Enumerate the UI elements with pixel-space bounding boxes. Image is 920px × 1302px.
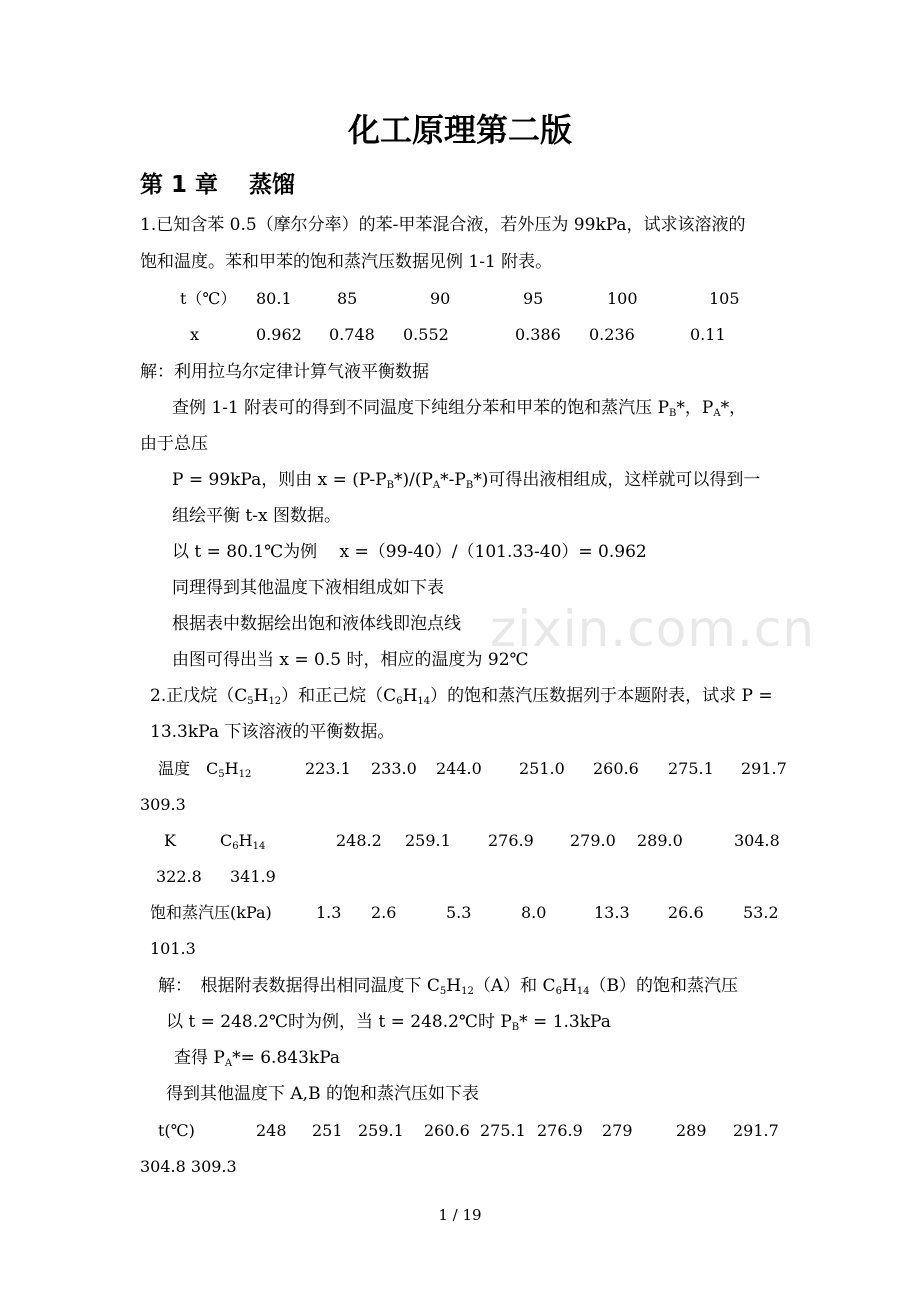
page-number: 1 / 19 [438,1206,482,1224]
table-cell: 233.0 [371,759,417,778]
table-cell: 304.8 [734,831,780,850]
problem1-solution-line3: P = 99kPa，则由 $x = (P-P_B*)/(P_A*-P_B*)$可得出液相组成，这样就可以得到一 [172,470,761,491]
table-cell: 260.6 [424,1121,470,1140]
table-cell: 26.6 [668,903,704,922]
table-cell: 260.6 [593,759,639,778]
table-cell: 251 [312,1121,343,1140]
table-cell: 259.1 [405,831,451,850]
table-label-t: t（℃） [180,289,237,308]
document-title: 化工原理第二版 [347,111,572,149]
table-cell: 0.962 [256,325,302,344]
problem1-solution-line8: 由图可得出当 x = 0.5 时，相应的温度为 92℃ [172,650,529,670]
table-cell: 248.2 [336,831,382,850]
watermark: zixin.com.cn [490,600,816,658]
table-cell: 291.7 [733,1121,779,1140]
table-cell: 275.1 [668,759,714,778]
table-cell: 309.3 [140,795,186,814]
table-cell: 8.0 [521,903,547,922]
table-cell: 275.1 [480,1121,526,1140]
table-label-x: x [190,325,200,344]
problem1-text-line2: 饱和温度。苯和甲苯的饱和蒸汽压数据见例 1-1 附表。 [140,252,553,272]
table-cell: 291.7 [741,759,787,778]
table-cell: 248 [256,1121,287,1140]
table-cell: 276.9 [537,1121,583,1140]
table-cell: 90 [430,289,451,308]
table-cell: 341.9 [230,867,276,886]
table-cell: 289 [676,1121,707,1140]
table-cell: 259.1 [358,1121,404,1140]
table-cell: 289.0 [637,831,683,850]
t-row-label: t(℃) [158,1121,195,1140]
problem1-text-line1: 1.已知含苯 0.5（摩尔分率）的苯-甲苯混合液，若外压为 99kPa，试求该溶液的 [140,215,746,235]
problem1-solution-line6: 同理得到其他温度下液相组成如下表 [172,578,444,598]
table-cell: 223.1 [305,759,351,778]
table-cell: 101.3 [150,939,196,958]
problem2-text-line1: 2.正戊烷$(C_5H_{12})$和正己烷$(C_6H_{14})$的饱和蒸汽压数据列于本题附表，试求 P = [150,686,773,707]
problem2-text-line2: 13.3kPa 下该溶液的平衡数据。 [150,722,395,742]
problem2-solution-line1: 解： 根据附表数据得出相同温度下 $C_5H_{12}(A)$和 $C_6H_{14}(B)$的饱和蒸汽压 [158,976,738,997]
table-cell: 279 [602,1121,633,1140]
table-cell: 5.3 [446,903,472,922]
problem1-solution-line7: 根据表中数据绘出饱和液体线即泡点线 [172,614,461,634]
row2-label-k: K [164,831,176,850]
problem1-solution-line2: 由于总压 [140,434,208,454]
table-cell: 0.748 [329,325,375,344]
table-cell: 279.0 [570,831,616,850]
problem2-solution-line3: 查得 $P_A*= 6.843kPa$ [174,1048,341,1069]
problem1-solution-line1: 查例 1-1 附表可的得到不同温度下纯组分苯和甲苯的饱和蒸汽压 $P_B*$，$P_A*$， [172,398,747,419]
table-cell: 251.0 [519,759,565,778]
row2-label-formula: $C_6H_{14}$ [220,831,266,852]
table-cell: 105 [709,289,740,308]
table-cell: 2.6 [371,903,397,922]
table-cell: 80.1 [256,289,292,308]
problem1-solution-label: 解：利用拉乌尔定律计算气液平衡数据 [140,362,429,382]
table-cell: 0.552 [403,325,449,344]
table-cell: 85 [337,289,358,308]
table-cell: 0.11 [690,325,726,344]
table-cell: 276.9 [488,831,534,850]
table-cell: 53.2 [743,903,779,922]
table-cell: 244.0 [436,759,482,778]
table-cell: 0.386 [515,325,561,344]
table-cell: 304.8 309.3 [140,1157,237,1176]
table-cell: 0.236 [589,325,635,344]
problem1-solution-line4: 组绘平衡 t-x 图数据。 [172,506,341,526]
problem2-solution-line2: 以 t = 248.2℃时为例，当 t = 248.2℃时 $P_B* = 1.3kPa$ [166,1012,611,1033]
table-cell: 13.3 [594,903,630,922]
table-cell: 1.3 [316,903,342,922]
problem2-solution-line4: 得到其他温度下 A,B 的饱和蒸汽压如下表 [166,1084,479,1104]
table-cell: 95 [523,289,544,308]
row1-label: 温度 $C_5H_{12}$ [158,759,252,780]
problem1-solution-line5: 以 t = 80.1℃为例 x =（99-40）/（101.33-40）= 0.962 [172,542,647,562]
chapter-heading: 第 1 章 蒸馏 [140,172,296,198]
table-cell: 322.8 [156,867,202,886]
table-cell: 100 [607,289,638,308]
row3-label: 饱和蒸汽压(kPa) [150,903,272,922]
